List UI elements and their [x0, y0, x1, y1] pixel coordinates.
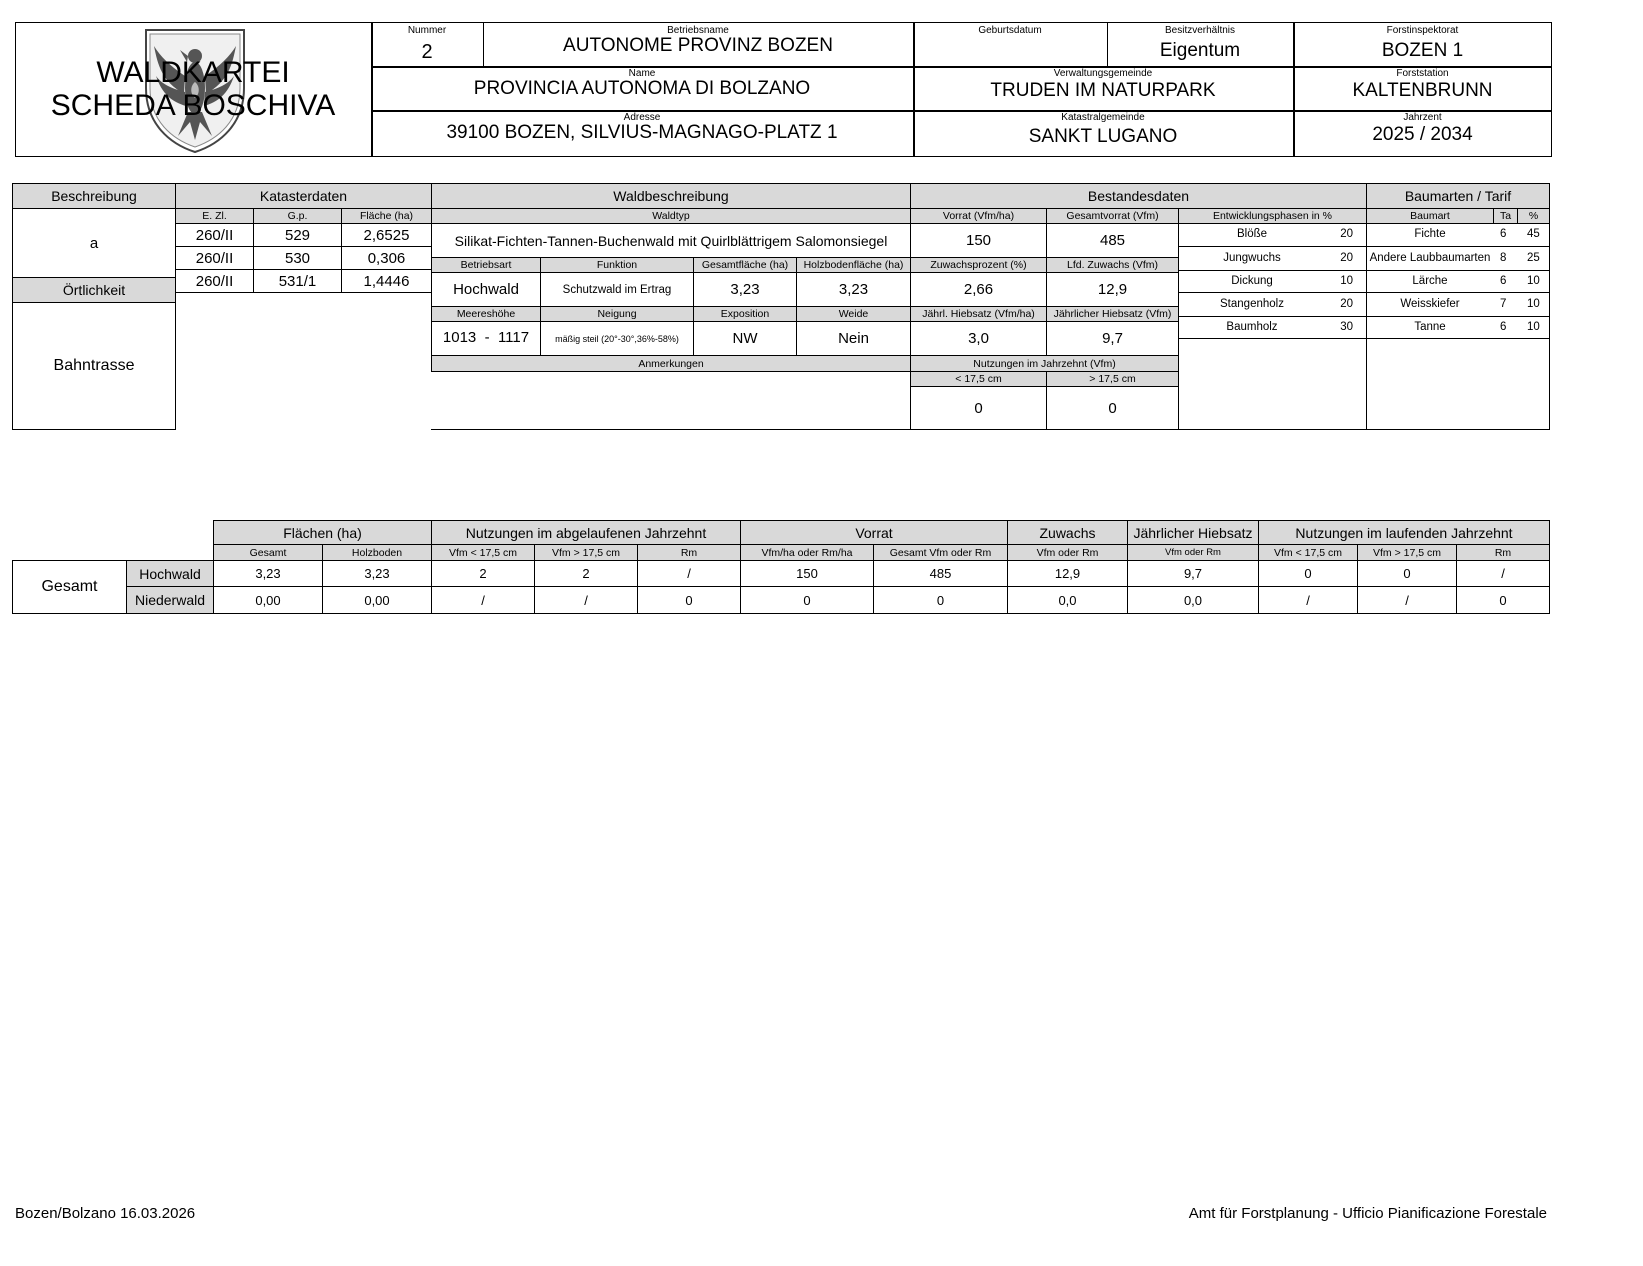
- neigung-value: mäßig steil (20°-30°,36%-58%): [540, 321, 694, 356]
- geburtsdatum-label: Geburtsdatum: [978, 25, 1042, 36]
- phase-name: Baumholz: [1226, 321, 1278, 333]
- summary-group-nutzungen-laufend: Nutzungen im laufenden Jahrzehnt: [1258, 520, 1550, 545]
- baumart-row: [1366, 317, 1550, 339]
- summary-cell: 3,23: [322, 560, 432, 587]
- besitz-cell: [1107, 22, 1293, 66]
- besitz-label: Besitzverhältnis: [1164, 25, 1236, 36]
- baumart-name: Lärche: [1412, 275, 1448, 287]
- summary-subcol: Vfm oder Rm: [1007, 544, 1128, 561]
- jahrzehnt-cell: [1293, 110, 1552, 157]
- summary-group-zuwachs: Zuwachs: [1007, 520, 1128, 545]
- summary-cell: 12,9: [1007, 560, 1128, 587]
- summary-cell: /: [1456, 560, 1550, 587]
- baumart-pct: 10: [1527, 321, 1540, 333]
- summary-subcol: Vfm oder Rm: [1127, 544, 1259, 561]
- forstinspektorat-label: Forstinspektorat: [1386, 25, 1459, 36]
- phase-row: [1178, 293, 1367, 317]
- forststation-cell: [1293, 66, 1552, 110]
- weide-value: Nein: [796, 321, 911, 356]
- baumart-name: Andere Laubbaumarten: [1369, 252, 1491, 264]
- baumart-ta: 6: [1500, 275, 1507, 287]
- gesamtvorrat-label: Gesamtvorrat (Vfm): [1046, 208, 1179, 224]
- baumart-pct: 25: [1527, 252, 1540, 264]
- kataster-cell: 529: [253, 223, 342, 247]
- summary-cell: /: [431, 586, 535, 614]
- adresse-value: 39100 BOZEN, SILVIUS-MAGNAGO-PLATZ 1: [446, 122, 838, 143]
- summary-subcol: Vfm > 17,5 cm: [1357, 544, 1457, 561]
- summary-subcol: Vfm < 17,5 cm: [431, 544, 535, 561]
- phase-value: 20: [1340, 228, 1353, 240]
- kataster-cell: 260/II: [175, 246, 254, 270]
- vorrat-value: 150: [910, 223, 1047, 258]
- jaehrl-hiebsatz-value: 3,0: [910, 321, 1047, 356]
- summary-subcol: Vfm > 17,5 cm: [534, 544, 638, 561]
- verwaltung-label: Verwaltungsgemeinde: [1053, 68, 1153, 79]
- forststation-value: KALTENBRUNN: [1352, 80, 1493, 101]
- holzboden-label: Holzbodenfläche (ha): [796, 257, 911, 273]
- kataster-cell: 260/II: [175, 223, 254, 247]
- phase-value: 20: [1340, 252, 1353, 264]
- nutzungen-gt-label: > 17,5 cm: [1046, 371, 1179, 387]
- name-cell: [371, 66, 913, 110]
- summary-subcol: Rm: [1456, 544, 1550, 561]
- betriebsart-value: Hochwald: [431, 272, 541, 307]
- weide-label: Weide: [796, 306, 911, 322]
- phase-value: 20: [1340, 298, 1353, 310]
- summary-subcol: Vfm < 17,5 cm: [1258, 544, 1358, 561]
- summary-cell: 485: [873, 560, 1008, 587]
- waldbeschreibung-header: Waldbeschreibung: [431, 183, 911, 209]
- nummer-value: 2: [421, 41, 433, 63]
- zuwachsprozent-label: Zuwachsprozent (%): [910, 257, 1047, 273]
- kataster-cell: 530: [253, 246, 342, 270]
- betriebsname-label: Betriebsname: [667, 25, 729, 36]
- waldtyp-label: Waldtyp: [431, 208, 911, 224]
- summary-subcol: Gesamt Vfm oder Rm: [873, 544, 1008, 561]
- jahrzehnt-label: Jahrzent: [1403, 112, 1442, 123]
- waldtyp-value: Silikat-Fichten-Tannen-Buchenwald mit Quirlblättrigem Salomonsiegel: [431, 223, 911, 258]
- jaehrl-hiebsatz-label: Jährl. Hiebsatz (Vfm/ha): [910, 306, 1047, 322]
- phase-value: 30: [1340, 321, 1353, 333]
- adresse-label: Adresse: [623, 112, 661, 123]
- verwaltung-cell: [913, 66, 1293, 110]
- summary-subcol: Vfm/ha oder Rm/ha: [740, 544, 874, 561]
- meereshoehe-value: 1013 - 1117: [431, 321, 541, 356]
- betriebsname-value: AUTONOME PROVINZ BOZEN: [563, 35, 833, 56]
- oertlichkeit-header: Örtlichkeit: [12, 277, 176, 303]
- baumart-ta: 6: [1500, 321, 1507, 333]
- anmerkungen-label: Anmerkungen: [431, 355, 911, 372]
- kataster-value: SANKT LUGANO: [1028, 126, 1178, 147]
- summary-cell: 0: [1456, 586, 1550, 614]
- summary-row-label-niederwald: Niederwald: [126, 586, 214, 614]
- summary-row-label-hochwald: Hochwald: [126, 560, 214, 587]
- title-line-2: SCHEDA BOSCHIVA: [50, 89, 336, 122]
- exposition-label: Exposition: [693, 306, 797, 322]
- baumart-name: Fichte: [1414, 228, 1446, 240]
- kataster-cell: 531/1: [253, 269, 342, 293]
- neigung-label: Neigung: [540, 306, 694, 322]
- summary-gesamt-label: Gesamt: [12, 560, 127, 614]
- footer-date: Bozen/Bolzano 16.03.2026: [15, 1205, 196, 1222]
- summary-subcol: Holzboden: [322, 544, 432, 561]
- baumart-ta: 7: [1500, 298, 1507, 310]
- summary-cell: 0: [873, 586, 1008, 614]
- summary-cell: 3,23: [213, 560, 323, 587]
- summary-cell: /: [534, 586, 638, 614]
- summary-group-nutzungen-abgelaufen: Nutzungen im abgelaufenen Jahrzehnt: [431, 520, 741, 545]
- summary-group-vorrat: Vorrat: [740, 520, 1008, 545]
- nutzungen-lt-value: 0: [910, 386, 1047, 430]
- summary-subcol: Rm: [637, 544, 741, 561]
- name-value: PROVINCIA AUTONOMA DI BOLZANO: [473, 78, 811, 99]
- beschreibung-value: a: [12, 208, 176, 278]
- kataster-cell: 2,6525: [341, 223, 432, 247]
- katasterdaten-header: Katasterdaten: [175, 183, 432, 209]
- betriebsname-cell: [483, 22, 913, 66]
- forstinspektorat-cell: [1293, 22, 1552, 66]
- summary-cell: 0: [637, 586, 741, 614]
- summary-cell: 0,00: [322, 586, 432, 614]
- verwaltung-value: TRUDEN IM NATURPARK: [990, 80, 1216, 101]
- forststation-label: Forststation: [1396, 68, 1449, 79]
- adresse-cell: [371, 110, 913, 157]
- summary-cell: 0,0: [1007, 586, 1128, 614]
- phase-name: Dickung: [1231, 275, 1273, 287]
- funktion-label: Funktion: [540, 257, 694, 273]
- kataster-cell: 260/II: [175, 269, 254, 293]
- kataster-col-flaeche: Fläche (ha): [341, 208, 432, 224]
- summary-group-hiebsatz: Jährlicher Hiebsatz: [1127, 520, 1259, 545]
- phasen-label: Entwicklungsphasen in %: [1178, 208, 1367, 224]
- nummer-label: Nummer: [407, 25, 447, 36]
- geburtsdatum-cell: [913, 22, 1107, 66]
- summary-cell: /: [637, 560, 741, 587]
- phase-row: [1178, 247, 1367, 271]
- gesamtvorrat-value: 485: [1046, 223, 1179, 258]
- summary-cell: /: [1258, 586, 1358, 614]
- baumart-pct: 45: [1527, 228, 1540, 240]
- summary-cell: 0,00: [213, 586, 323, 614]
- baumart-ta: 6: [1500, 228, 1507, 240]
- kataster-label: Katastralgemeinde: [1061, 112, 1145, 123]
- gesamtflaeche-value: 3,23: [693, 272, 797, 307]
- pct-col: %: [1517, 208, 1550, 224]
- jaehrlicher-hiebsatz-value: 9,7: [1046, 321, 1179, 356]
- summary-group-flaechen: Flächen (ha): [213, 520, 432, 545]
- funktion-value: Schutzwald im Ertrag: [540, 272, 694, 307]
- bestandesdaten-header: Bestandesdaten: [910, 183, 1367, 209]
- title-line-1: WALDKARTEI: [96, 56, 290, 89]
- phase-row: [1178, 317, 1367, 339]
- anmerkungen-area: [431, 371, 911, 430]
- baumart-col: Baumart: [1366, 208, 1494, 224]
- holzboden-value: 3,23: [796, 272, 911, 307]
- summary-cell: 0: [1357, 560, 1457, 587]
- jahrzehnt-value: 2025 / 2034: [1372, 124, 1473, 145]
- kataster-col-ezl: E. Zl.: [175, 208, 254, 224]
- baumart-row: [1366, 223, 1550, 247]
- beschreibung-header: Beschreibung: [12, 183, 176, 209]
- summary-subcol: Gesamt: [213, 544, 323, 561]
- ta-col: Ta: [1493, 208, 1518, 224]
- baumart-name: Tanne: [1414, 321, 1446, 333]
- phase-value: 10: [1340, 275, 1353, 287]
- footer-office: Amt für Forstplanung - Ufficio Pianificazione Forestale: [1188, 1205, 1547, 1222]
- kataster-cell: 1,4446: [341, 269, 432, 293]
- baumart-pct: 10: [1527, 298, 1540, 310]
- zuwachsprozent-value: 2,66: [910, 272, 1047, 307]
- nutzungen-lt-label: < 17,5 cm: [910, 371, 1047, 387]
- vorrat-label: Vorrat (Vfm/ha): [910, 208, 1047, 224]
- summary-cell: 0,0: [1127, 586, 1259, 614]
- summary-cell: 2: [431, 560, 535, 587]
- summary-cell: 2: [534, 560, 638, 587]
- phase-row: [1178, 223, 1367, 247]
- gesamtflaeche-label: Gesamtfläche (ha): [693, 257, 797, 273]
- meereshoehe-label: Meereshöhe: [431, 306, 541, 322]
- phase-name: Jungwuchs: [1223, 252, 1281, 264]
- nutzungen-gt-value: 0: [1046, 386, 1179, 430]
- jaehrlicher-hiebsatz-label: Jährlicher Hiebsatz (Vfm): [1046, 306, 1179, 322]
- summary-cell: 9,7: [1127, 560, 1259, 587]
- baumart-row: [1366, 271, 1550, 293]
- phase-row: [1178, 271, 1367, 293]
- phase-name: Stangenholz: [1220, 298, 1284, 310]
- nutzungen-jahrzehnt-label: Nutzungen im Jahrzehnt (Vfm): [910, 355, 1179, 372]
- summary-cell: 150: [740, 560, 874, 587]
- name-label: Name: [628, 68, 656, 79]
- summary-cell: /: [1357, 586, 1457, 614]
- baumart-row: [1366, 293, 1550, 317]
- baumart-pct: 10: [1527, 275, 1540, 287]
- besitz-value: Eigentum: [1159, 40, 1241, 61]
- baumart-name: Weisskiefer: [1400, 298, 1460, 310]
- baumart-row: [1366, 247, 1550, 271]
- nummer-cell: [371, 22, 483, 66]
- oertlichkeit-value: Bahntrasse: [12, 302, 176, 430]
- lfd-zuwachs-value: 12,9: [1046, 272, 1179, 307]
- baumarten-header: Baumarten / Tarif: [1366, 183, 1550, 209]
- forstinspektorat-value: BOZEN 1: [1381, 40, 1464, 61]
- baumart-ta: 8: [1500, 252, 1507, 264]
- kataster-cell: 0,306: [341, 246, 432, 270]
- lfd-zuwachs-label: Lfd. Zuwachs (Vfm): [1046, 257, 1179, 273]
- exposition-value: NW: [693, 321, 797, 356]
- betriebsart-label: Betriebsart: [431, 257, 541, 273]
- summary-cell: 0: [1258, 560, 1358, 587]
- summary-cell: 0: [740, 586, 874, 614]
- phase-name: Blöße: [1236, 228, 1268, 240]
- kataster-col-gp: G.p.: [253, 208, 342, 224]
- kataster-cell: [913, 110, 1293, 157]
